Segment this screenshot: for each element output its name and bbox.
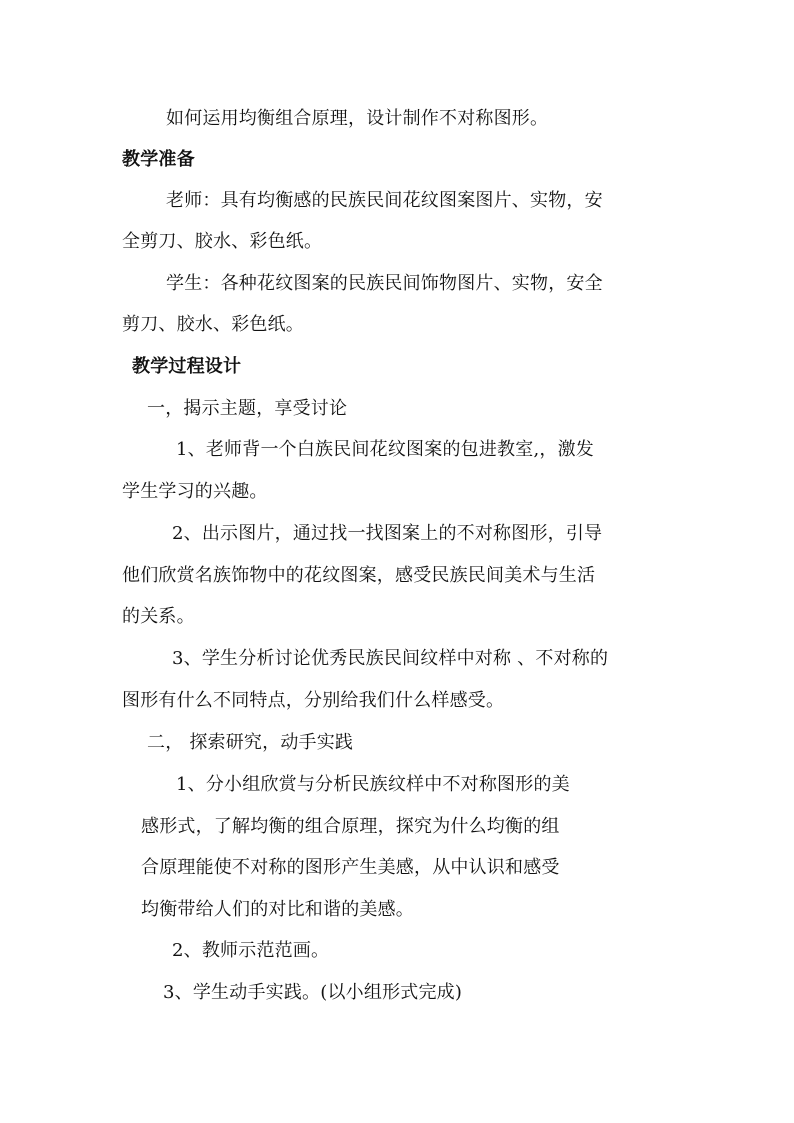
part2-item1-line-4: 均衡带给人们的对比和谐的美感。 bbox=[141, 899, 414, 920]
part1-item2-line-3: 的关系。 bbox=[122, 606, 195, 627]
objective-text: 如何运用均衡组合原理，设计制作不对称图形。 bbox=[166, 108, 549, 129]
part2-item2: 2、教师示范范画。 bbox=[172, 940, 330, 961]
part2-item1-line-2: 感形式，了解均衡的组合原理，探究为什么均衡的组 bbox=[141, 816, 560, 837]
part1-item3-line-2: 图形有什么不同特点，分别给我们什么样感受。 bbox=[122, 690, 505, 711]
part2-item1-line-1: 1、分小组欣赏与分析民族纹样中不对称图形的美 bbox=[176, 774, 570, 795]
part1-item1-line-2: 学生学习的兴趣。 bbox=[122, 481, 268, 502]
teacher-prep-line-1: 老师：具有均衡感的民族民间花纹图案图片、实物，安 bbox=[166, 190, 603, 211]
part1-heading: 一，揭示主题，享受讨论 bbox=[147, 398, 348, 419]
part1-item2-line-2: 他们欣赏名族饰物中的花纹图案，感受民族民间美术与生活 bbox=[122, 565, 596, 586]
part2-heading: 二， 探索研究，动手实践 bbox=[147, 732, 354, 753]
part2-item1-line-3: 合原理能使不对称的图形产生美感，从中认识和感受 bbox=[141, 857, 560, 878]
part2-item3: 3、学生动手实践。(以小组形式完成) bbox=[163, 982, 463, 1003]
part1-item3-line-1: 3、学生分析讨论优秀民族民间纹样中对称 、不对称的 bbox=[172, 648, 609, 669]
teacher-prep-line-2: 全剪刀、胶水、彩色纸。 bbox=[122, 231, 323, 252]
part1-item1-line-1: 1、老师背一个白族民间花纹图案的包进教室,，激发 bbox=[176, 439, 594, 460]
prep-heading: 教学准备 bbox=[122, 149, 195, 170]
student-prep-line-2: 剪刀、胶水、彩色纸。 bbox=[122, 314, 304, 335]
student-prep-line-1: 学生：各种花纹图案的民族民间饰物图片、实物，安全 bbox=[166, 273, 603, 294]
process-heading: 教学过程设计 bbox=[132, 356, 242, 377]
part1-item2-line-1: 2、出示图片，通过找一找图案上的不对称图形，引导 bbox=[172, 523, 603, 544]
